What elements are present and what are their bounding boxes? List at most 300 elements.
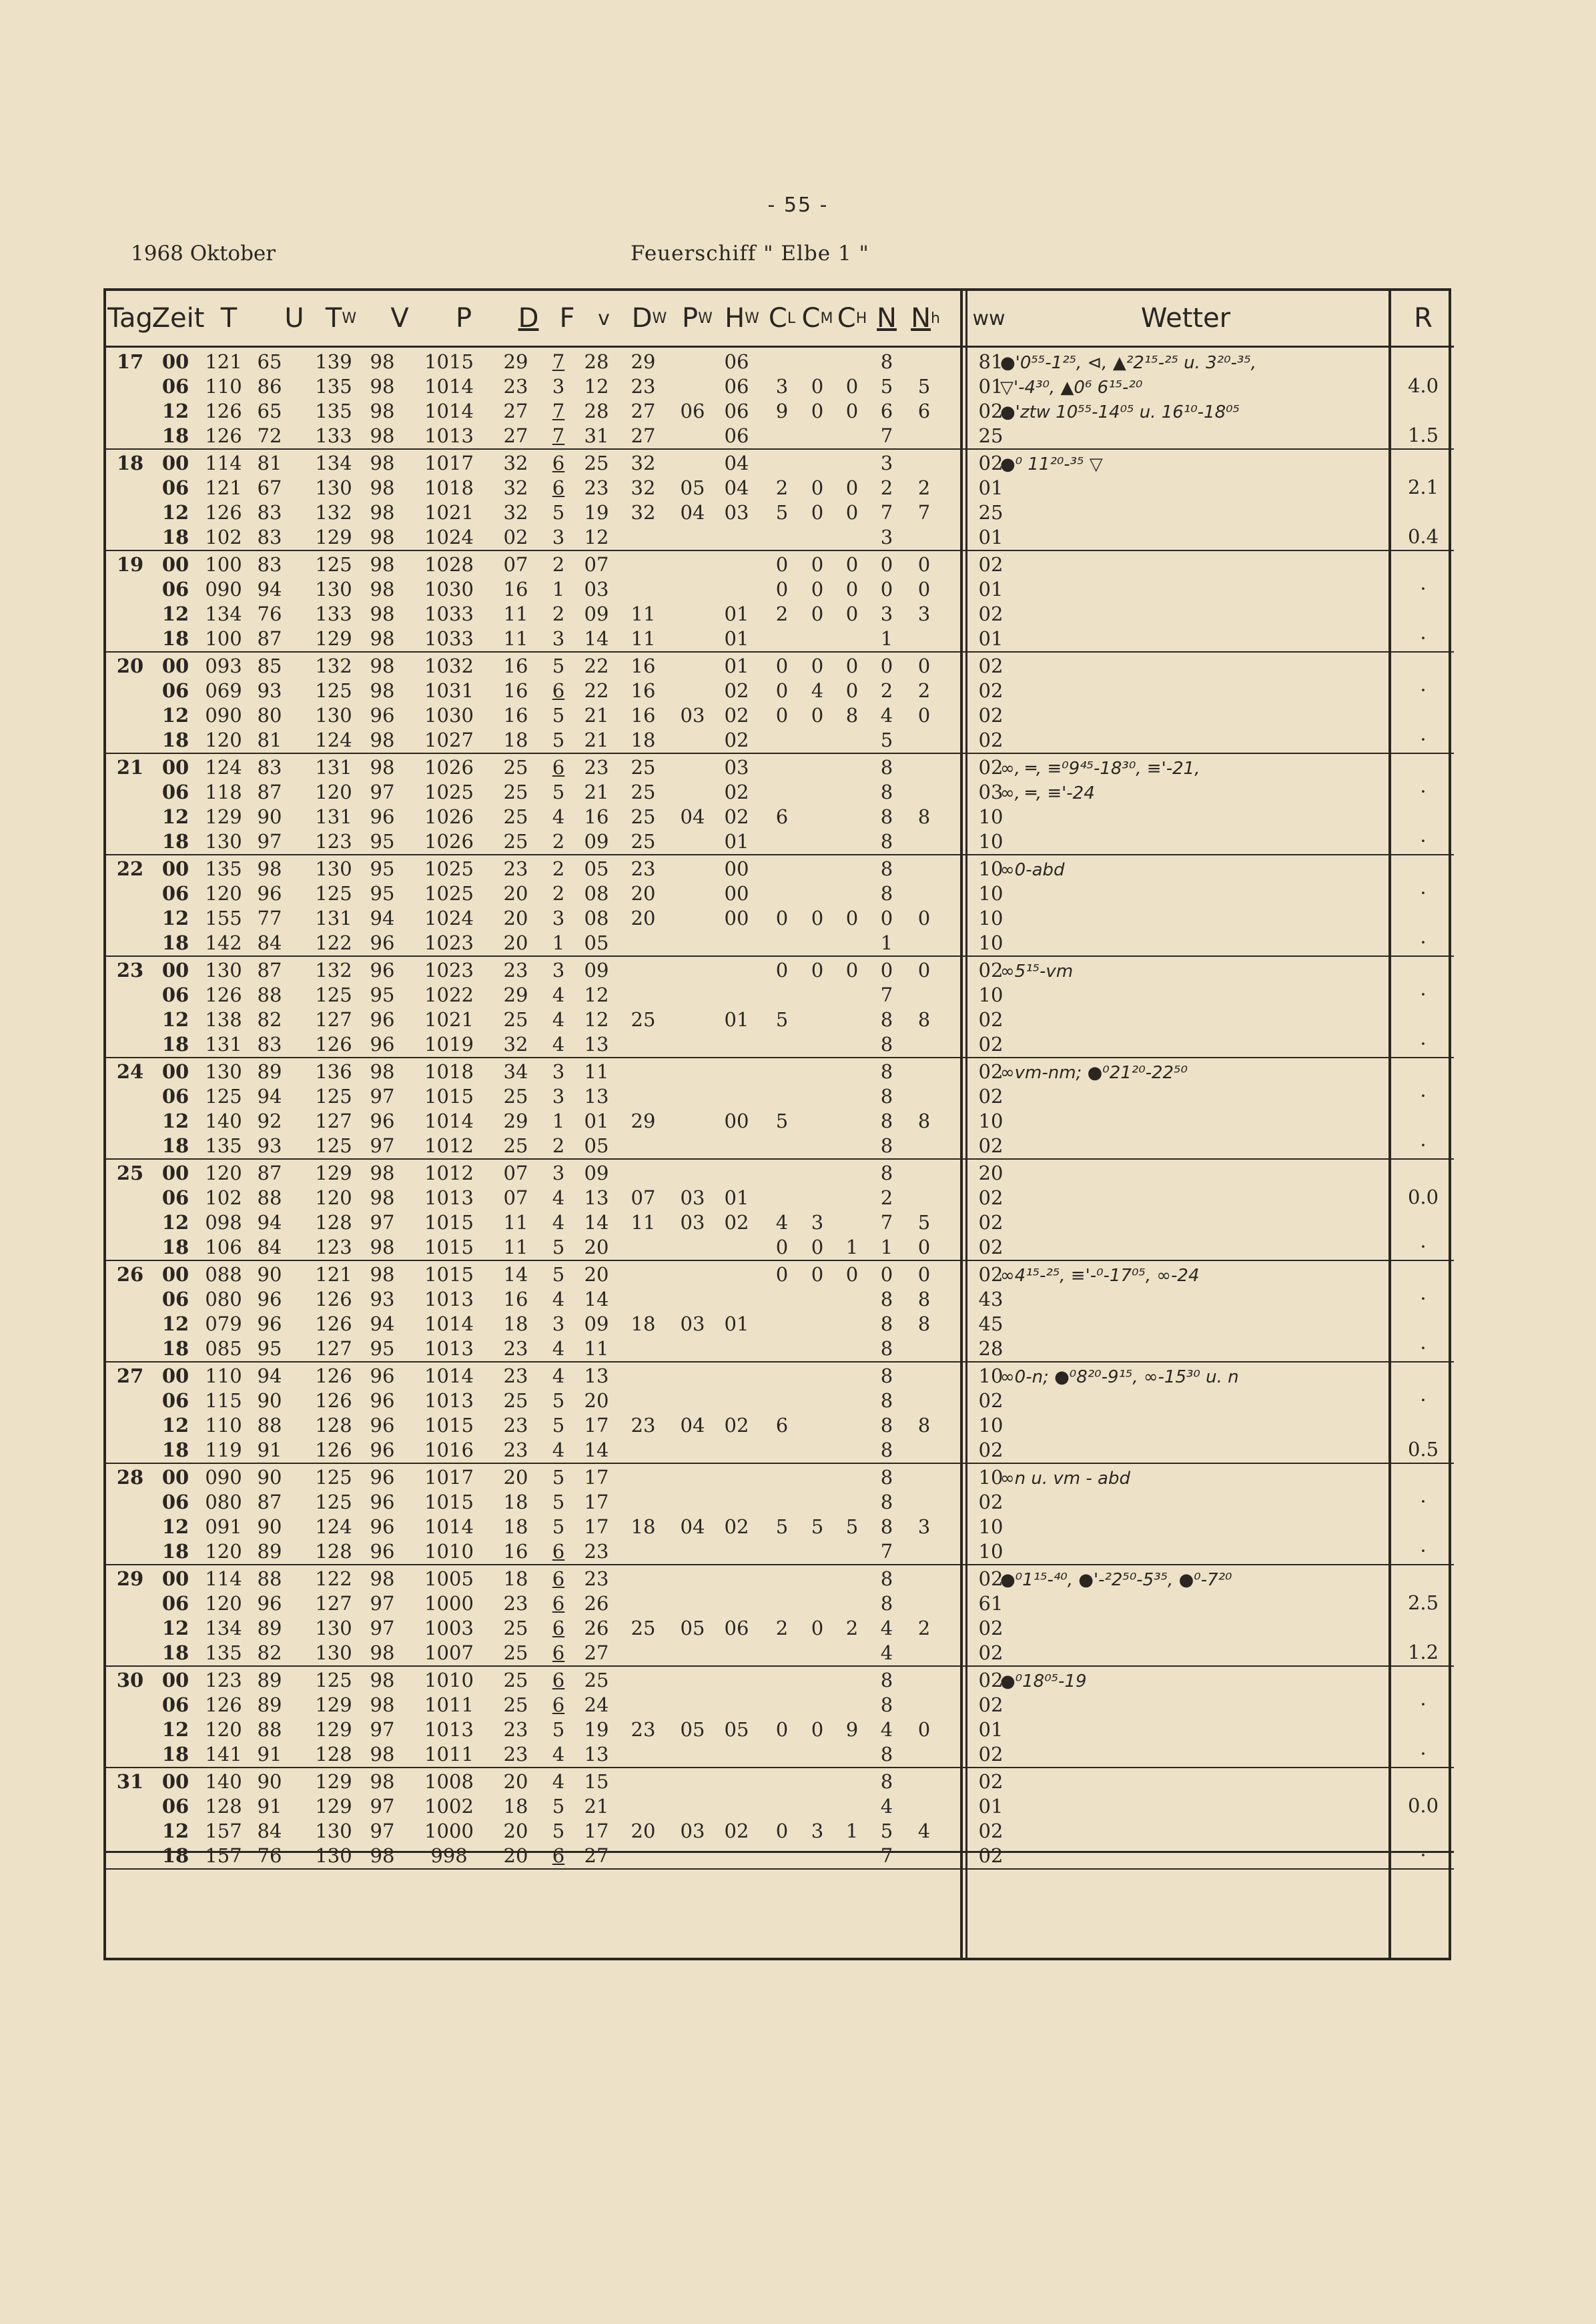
cell-cl: 2 [775, 1617, 789, 1639]
cell-n: 8 [880, 781, 893, 803]
cell-u: 88 [257, 1567, 282, 1590]
cell-u: 87 [257, 1162, 282, 1184]
cell-ww: 01 [978, 375, 1004, 398]
cell-n: 8 [880, 1060, 893, 1083]
cell-n: 1 [880, 627, 893, 650]
cell-p: 1021 [424, 1008, 474, 1031]
cell-f: 5 [552, 781, 565, 803]
cell-d: 25 [503, 1134, 528, 1157]
cell-d: 18 [503, 1567, 528, 1590]
cell-pw: 05 [680, 1617, 705, 1639]
cell-p: 1015 [424, 1491, 474, 1513]
cell-hw: 01 [724, 1312, 749, 1335]
cell-d: 25 [503, 1693, 528, 1716]
cell-zeit: 06 [161, 1592, 189, 1615]
cell-vv: 26 [584, 1592, 609, 1615]
cell-v: 95 [370, 882, 395, 905]
cell-ww: 01 [978, 476, 1004, 499]
cell-tw: 129 [315, 1162, 352, 1184]
cell-f: 2 [552, 882, 565, 905]
cell-d: 27 [503, 400, 528, 422]
cell-v: 98 [370, 526, 395, 548]
day-separator [106, 550, 1454, 551]
cell-v: 96 [370, 1515, 395, 1538]
cell-vv: 08 [584, 907, 609, 929]
cell-dw: 20 [631, 907, 656, 929]
col-cl: C L [768, 303, 796, 334]
cell-f: 5 [552, 1263, 565, 1286]
cell-r: · [1420, 1539, 1427, 1562]
cell-tw: 133 [315, 603, 352, 625]
cell-f: 6 [552, 1844, 565, 1867]
cell-r: · [1420, 1389, 1427, 1411]
cell-t: 093 [205, 655, 242, 677]
cell-vv: 09 [584, 830, 609, 853]
cell-f: 2 [552, 603, 565, 625]
cell-dw: 18 [631, 1312, 656, 1335]
cell-v: 96 [370, 1033, 395, 1056]
cell-u: 96 [257, 1592, 282, 1615]
cell-v: 94 [370, 907, 395, 929]
cell-p: 1014 [424, 400, 474, 422]
cell-vv: 15 [584, 1770, 609, 1793]
cell-v: 97 [370, 1795, 395, 1818]
cell-r: 0.0 [1407, 1186, 1439, 1208]
cell-v: 98 [370, 756, 395, 779]
cell-ww: 10 [978, 1540, 1004, 1563]
cell-d: 16 [503, 1540, 528, 1563]
cell-tw: 120 [315, 1186, 352, 1209]
wetter-note: ∞5¹⁵-vm [1000, 961, 1074, 982]
cell-hw: 06 [724, 1617, 749, 1639]
cell-ww: 25 [978, 501, 1004, 524]
cell-dw: 23 [631, 375, 656, 398]
cell-t: 114 [205, 1567, 242, 1590]
cell-t: 114 [205, 452, 242, 474]
cell-ww: 10 [978, 1110, 1004, 1132]
cell-dw: 27 [631, 424, 656, 447]
cell-f: 5 [552, 1414, 565, 1437]
cell-vv: 24 [584, 1693, 609, 1716]
day-separator [106, 1767, 1454, 1768]
cell-t: 120 [205, 729, 242, 751]
cell-f: 1 [552, 578, 565, 601]
cell-p: 1018 [424, 1060, 474, 1083]
cell-ww: 02 [978, 1033, 1004, 1056]
cell-tw: 130 [315, 578, 352, 601]
cell-d: 25 [503, 1617, 528, 1639]
cell-p: 1025 [424, 857, 474, 880]
cell-r: · [1420, 1844, 1427, 1866]
cell-n: 8 [880, 1491, 893, 1513]
cell-cm: 0 [811, 400, 824, 422]
cell-v: 96 [370, 959, 395, 982]
cell-p: 1033 [424, 627, 474, 650]
cell-ch: 0 [845, 578, 859, 601]
cell-ww: 01 [978, 627, 1004, 650]
cell-dw: 18 [631, 729, 656, 751]
cell-v: 95 [370, 830, 395, 853]
cell-d: 18 [503, 1491, 528, 1513]
divider-main [960, 291, 963, 1958]
cell-t: 135 [205, 1134, 242, 1157]
cell-zeit: 00 [161, 1669, 189, 1691]
day-separator [106, 448, 1454, 450]
cell-r: · [1420, 577, 1427, 600]
cell-v: 96 [370, 1365, 395, 1387]
cell-nh: 8 [917, 1312, 931, 1335]
cell-zeit: 06 [161, 1389, 189, 1412]
cell-vv: 27 [584, 1641, 609, 1664]
cell-n: 0 [880, 1263, 893, 1286]
cell-u: 83 [257, 553, 282, 576]
cell-p: 1011 [424, 1693, 474, 1716]
cell-tw: 120 [315, 781, 352, 803]
cell-dw: 32 [631, 501, 656, 524]
cell-zeit: 06 [161, 882, 189, 905]
cell-cl: 6 [775, 1414, 789, 1437]
cell-p: 1000 [424, 1820, 474, 1842]
cell-tw: 126 [315, 1439, 352, 1461]
cell-p: 1005 [424, 1567, 474, 1590]
cell-nh: 0 [917, 1263, 931, 1286]
cell-u: 90 [257, 805, 282, 828]
cell-vv: 23 [584, 476, 609, 499]
day-tag: 23 [116, 959, 144, 982]
cell-n: 7 [880, 1211, 893, 1234]
cell-zeit: 00 [161, 756, 189, 779]
cell-p: 1014 [424, 1365, 474, 1387]
cell-d: 23 [503, 1365, 528, 1387]
cell-ch: 2 [845, 1617, 859, 1639]
cell-tw: 128 [315, 1743, 352, 1766]
cell-zeit: 12 [161, 1414, 189, 1437]
cell-u: 90 [257, 1770, 282, 1793]
cell-tw: 123 [315, 830, 352, 853]
cell-tw: 129 [315, 1770, 352, 1793]
cell-tw: 124 [315, 1515, 352, 1538]
cell-vv: 19 [584, 501, 609, 524]
cell-tw: 131 [315, 907, 352, 929]
cell-f: 2 [552, 830, 565, 853]
cell-n: 6 [880, 400, 893, 422]
cell-hw: 02 [724, 1414, 749, 1437]
cell-ww: 02 [978, 1743, 1004, 1766]
cell-cm: 4 [811, 679, 824, 702]
cell-vv: 25 [584, 452, 609, 474]
cell-p: 1017 [424, 1466, 474, 1489]
cell-d: 25 [503, 756, 528, 779]
cell-t: 140 [205, 1110, 242, 1132]
cell-n: 8 [880, 1592, 893, 1615]
cell-n: 3 [880, 603, 893, 625]
cell-p: 1007 [424, 1641, 474, 1664]
cell-tw: 130 [315, 1641, 352, 1664]
cell-pw: 05 [680, 1718, 705, 1741]
cell-u: 89 [257, 1540, 282, 1563]
cell-tw: 135 [315, 400, 352, 422]
day-separator [106, 1057, 1454, 1058]
cell-nh: 0 [917, 1718, 931, 1741]
cell-ww: 02 [978, 1263, 1004, 1286]
cell-tw: 126 [315, 1365, 352, 1387]
day-separator [106, 854, 1454, 855]
cell-v: 96 [370, 931, 395, 954]
cell-ch: 0 [845, 655, 859, 677]
cell-dw: 29 [631, 1110, 656, 1132]
cell-cm: 0 [811, 1263, 824, 1286]
cell-t: 110 [205, 1414, 242, 1437]
cell-d: 11 [503, 627, 528, 650]
cell-dw: 18 [631, 1515, 656, 1538]
cell-f: 5 [552, 704, 565, 727]
cell-r: · [1420, 983, 1427, 1006]
cell-tw: 122 [315, 1567, 352, 1590]
cell-t: 079 [205, 1312, 242, 1335]
cell-ww: 02 [978, 1008, 1004, 1031]
cell-u: 87 [257, 627, 282, 650]
cell-f: 5 [552, 1389, 565, 1412]
cell-n: 8 [880, 1414, 893, 1437]
cell-vv: 27 [584, 1844, 609, 1867]
cell-zeit: 12 [161, 1617, 189, 1639]
cell-n: 5 [880, 375, 893, 398]
cell-d: 18 [503, 1312, 528, 1335]
cell-pw: 03 [680, 1211, 705, 1234]
cell-hw: 01 [724, 655, 749, 677]
cell-vv: 23 [584, 1540, 609, 1563]
cell-u: 82 [257, 1008, 282, 1031]
cell-ww: 10 [978, 830, 1004, 853]
cell-tw: 128 [315, 1540, 352, 1563]
cell-vv: 21 [584, 729, 609, 751]
cell-dw: 25 [631, 1008, 656, 1031]
cell-p: 1011 [424, 1743, 474, 1766]
cell-d: 07 [503, 1162, 528, 1184]
cell-zeit: 06 [161, 1795, 189, 1818]
cell-nh: 0 [917, 959, 931, 982]
cell-f: 5 [552, 1466, 565, 1489]
cell-zeit: 12 [161, 805, 189, 828]
cell-tw: 133 [315, 424, 352, 447]
cell-vv: 20 [584, 1389, 609, 1412]
cell-d: 07 [503, 1186, 528, 1209]
cell-v: 98 [370, 679, 395, 702]
cell-cl: 0 [775, 1820, 789, 1842]
day-tag: 17 [116, 350, 144, 373]
cell-p: 1014 [424, 1515, 474, 1538]
cell-cl: 0 [775, 578, 789, 601]
cell-p: 1012 [424, 1162, 474, 1184]
cell-t: 155 [205, 907, 242, 929]
cell-f: 6 [552, 679, 565, 702]
cell-v: 97 [370, 1617, 395, 1639]
cell-nh: 2 [917, 476, 931, 499]
cell-n: 0 [880, 578, 893, 601]
cell-p: 1031 [424, 679, 474, 702]
cell-d: 23 [503, 1718, 528, 1741]
cell-tw: 130 [315, 857, 352, 880]
day-separator [106, 1463, 1454, 1464]
cell-n: 8 [880, 1288, 893, 1310]
cell-vv: 17 [584, 1515, 609, 1538]
cell-v: 98 [370, 578, 395, 601]
cell-tw: 130 [315, 476, 352, 499]
cell-u: 76 [257, 603, 282, 625]
cell-u: 90 [257, 1466, 282, 1489]
header-month: 1968 Oktober [131, 242, 276, 266]
cell-tw: 125 [315, 679, 352, 702]
cell-cl: 0 [775, 553, 789, 576]
cell-f: 4 [552, 1288, 565, 1310]
cell-dw: 11 [631, 1211, 656, 1234]
cell-v: 98 [370, 1693, 395, 1716]
cell-ch: 0 [845, 603, 859, 625]
cell-f: 4 [552, 1008, 565, 1031]
cell-t: 126 [205, 400, 242, 422]
cell-d: 20 [503, 882, 528, 905]
cell-nh: 3 [917, 1515, 931, 1538]
col-cm: C M [801, 303, 833, 334]
cell-d: 23 [503, 1592, 528, 1615]
cell-v: 98 [370, 501, 395, 524]
cell-hw: 01 [724, 603, 749, 625]
cell-u: 96 [257, 1288, 282, 1310]
cell-p: 1026 [424, 805, 474, 828]
cell-dw: 07 [631, 1186, 656, 1209]
cell-f: 7 [552, 400, 565, 422]
cell-n: 0 [880, 655, 893, 677]
cell-ww: 02 [978, 1491, 1004, 1513]
cell-t: 121 [205, 350, 242, 373]
cell-dw: 23 [631, 1718, 656, 1741]
cell-f: 4 [552, 1365, 565, 1387]
cell-zeit: 18 [161, 526, 189, 548]
cell-vv: 23 [584, 756, 609, 779]
cell-tw: 136 [315, 1060, 352, 1083]
cell-ww: 61 [978, 1592, 1004, 1615]
cell-t: 080 [205, 1491, 242, 1513]
cell-tw: 134 [315, 452, 352, 474]
cell-vv: 23 [584, 1567, 609, 1590]
cell-d: 25 [503, 830, 528, 853]
cell-t: 135 [205, 1641, 242, 1664]
cell-p: 1015 [424, 1414, 474, 1437]
cell-n: 4 [880, 1617, 893, 1639]
cell-f: 3 [552, 1312, 565, 1335]
cell-zeit: 06 [161, 578, 189, 601]
cell-f: 5 [552, 1236, 565, 1258]
wetter-note: ∞vm-nm; ●⁰21²⁰-22⁵⁰ [1000, 1063, 1188, 1083]
cell-n: 7 [880, 501, 893, 524]
cell-ww: 02 [978, 1085, 1004, 1108]
cell-cm: 0 [811, 553, 824, 576]
cell-ww: 02 [978, 1617, 1004, 1639]
cell-u: 65 [257, 350, 282, 373]
cell-v: 96 [370, 1414, 395, 1437]
cell-tw: 131 [315, 756, 352, 779]
cell-u: 83 [257, 501, 282, 524]
cell-u: 89 [257, 1693, 282, 1716]
col-pw: P W [682, 303, 713, 334]
cell-ww: 02 [978, 1134, 1004, 1157]
cell-u: 89 [257, 1617, 282, 1639]
cell-r: · [1420, 627, 1427, 649]
cell-cm: 0 [811, 375, 824, 398]
day-separator [106, 1361, 1454, 1363]
col-r: R [1414, 303, 1433, 334]
cell-zeit: 18 [161, 931, 189, 954]
cell-f: 6 [552, 1567, 565, 1590]
cell-t: 157 [205, 1844, 242, 1867]
cell-t: 138 [205, 1008, 242, 1031]
cell-nh: 4 [917, 1820, 931, 1842]
cell-t: 124 [205, 756, 242, 779]
cell-p: 1018 [424, 476, 474, 499]
cell-n: 1 [880, 931, 893, 954]
cell-hw: 03 [724, 756, 749, 779]
cell-u: 96 [257, 1312, 282, 1335]
cell-p: 1025 [424, 882, 474, 905]
col-tw: T W [325, 303, 357, 334]
cell-p: 998 [430, 1844, 468, 1867]
day-tag: 19 [116, 553, 144, 576]
cell-vv: 08 [584, 882, 609, 905]
cell-d: 23 [503, 1414, 528, 1437]
cell-tw: 125 [315, 1669, 352, 1691]
day-tag: 22 [116, 857, 144, 880]
cell-t: 130 [205, 830, 242, 853]
cell-d: 23 [503, 1743, 528, 1766]
cell-ww: 28 [978, 1337, 1004, 1360]
cell-hw: 01 [724, 1186, 749, 1209]
cell-u: 80 [257, 704, 282, 727]
cell-p: 1015 [424, 1085, 474, 1108]
cell-f: 3 [552, 1162, 565, 1184]
cell-tw: 124 [315, 729, 352, 751]
cell-n: 8 [880, 1110, 893, 1132]
cell-d: 18 [503, 1795, 528, 1818]
cell-pw: 04 [680, 805, 705, 828]
col-wetter: Wetter [1140, 303, 1231, 334]
cell-nh: 0 [917, 907, 931, 929]
cell-n: 8 [880, 830, 893, 853]
cell-pw: 04 [680, 501, 705, 524]
cell-tw: 139 [315, 350, 352, 373]
cell-d: 25 [503, 1085, 528, 1108]
cell-cl: 6 [775, 805, 789, 828]
cell-ch: 8 [845, 704, 859, 727]
cell-pw: 03 [680, 704, 705, 727]
day-tag: 25 [116, 1162, 144, 1184]
cell-d: 25 [503, 1008, 528, 1031]
cell-vv: 09 [584, 959, 609, 982]
cell-zeit: 00 [161, 350, 189, 373]
cell-dw: 23 [631, 857, 656, 880]
cell-v: 98 [370, 553, 395, 576]
cell-n: 8 [880, 756, 893, 779]
day-tag: 26 [116, 1263, 144, 1286]
cell-vv: 28 [584, 400, 609, 422]
cell-u: 87 [257, 781, 282, 803]
cell-hw: 02 [724, 1515, 749, 1538]
cell-t: 126 [205, 424, 242, 447]
cell-u: 95 [257, 1337, 282, 1360]
cell-vv: 14 [584, 627, 609, 650]
cell-ww: 02 [978, 1820, 1004, 1842]
cell-cl: 0 [775, 1236, 789, 1258]
cell-cm: 0 [811, 501, 824, 524]
